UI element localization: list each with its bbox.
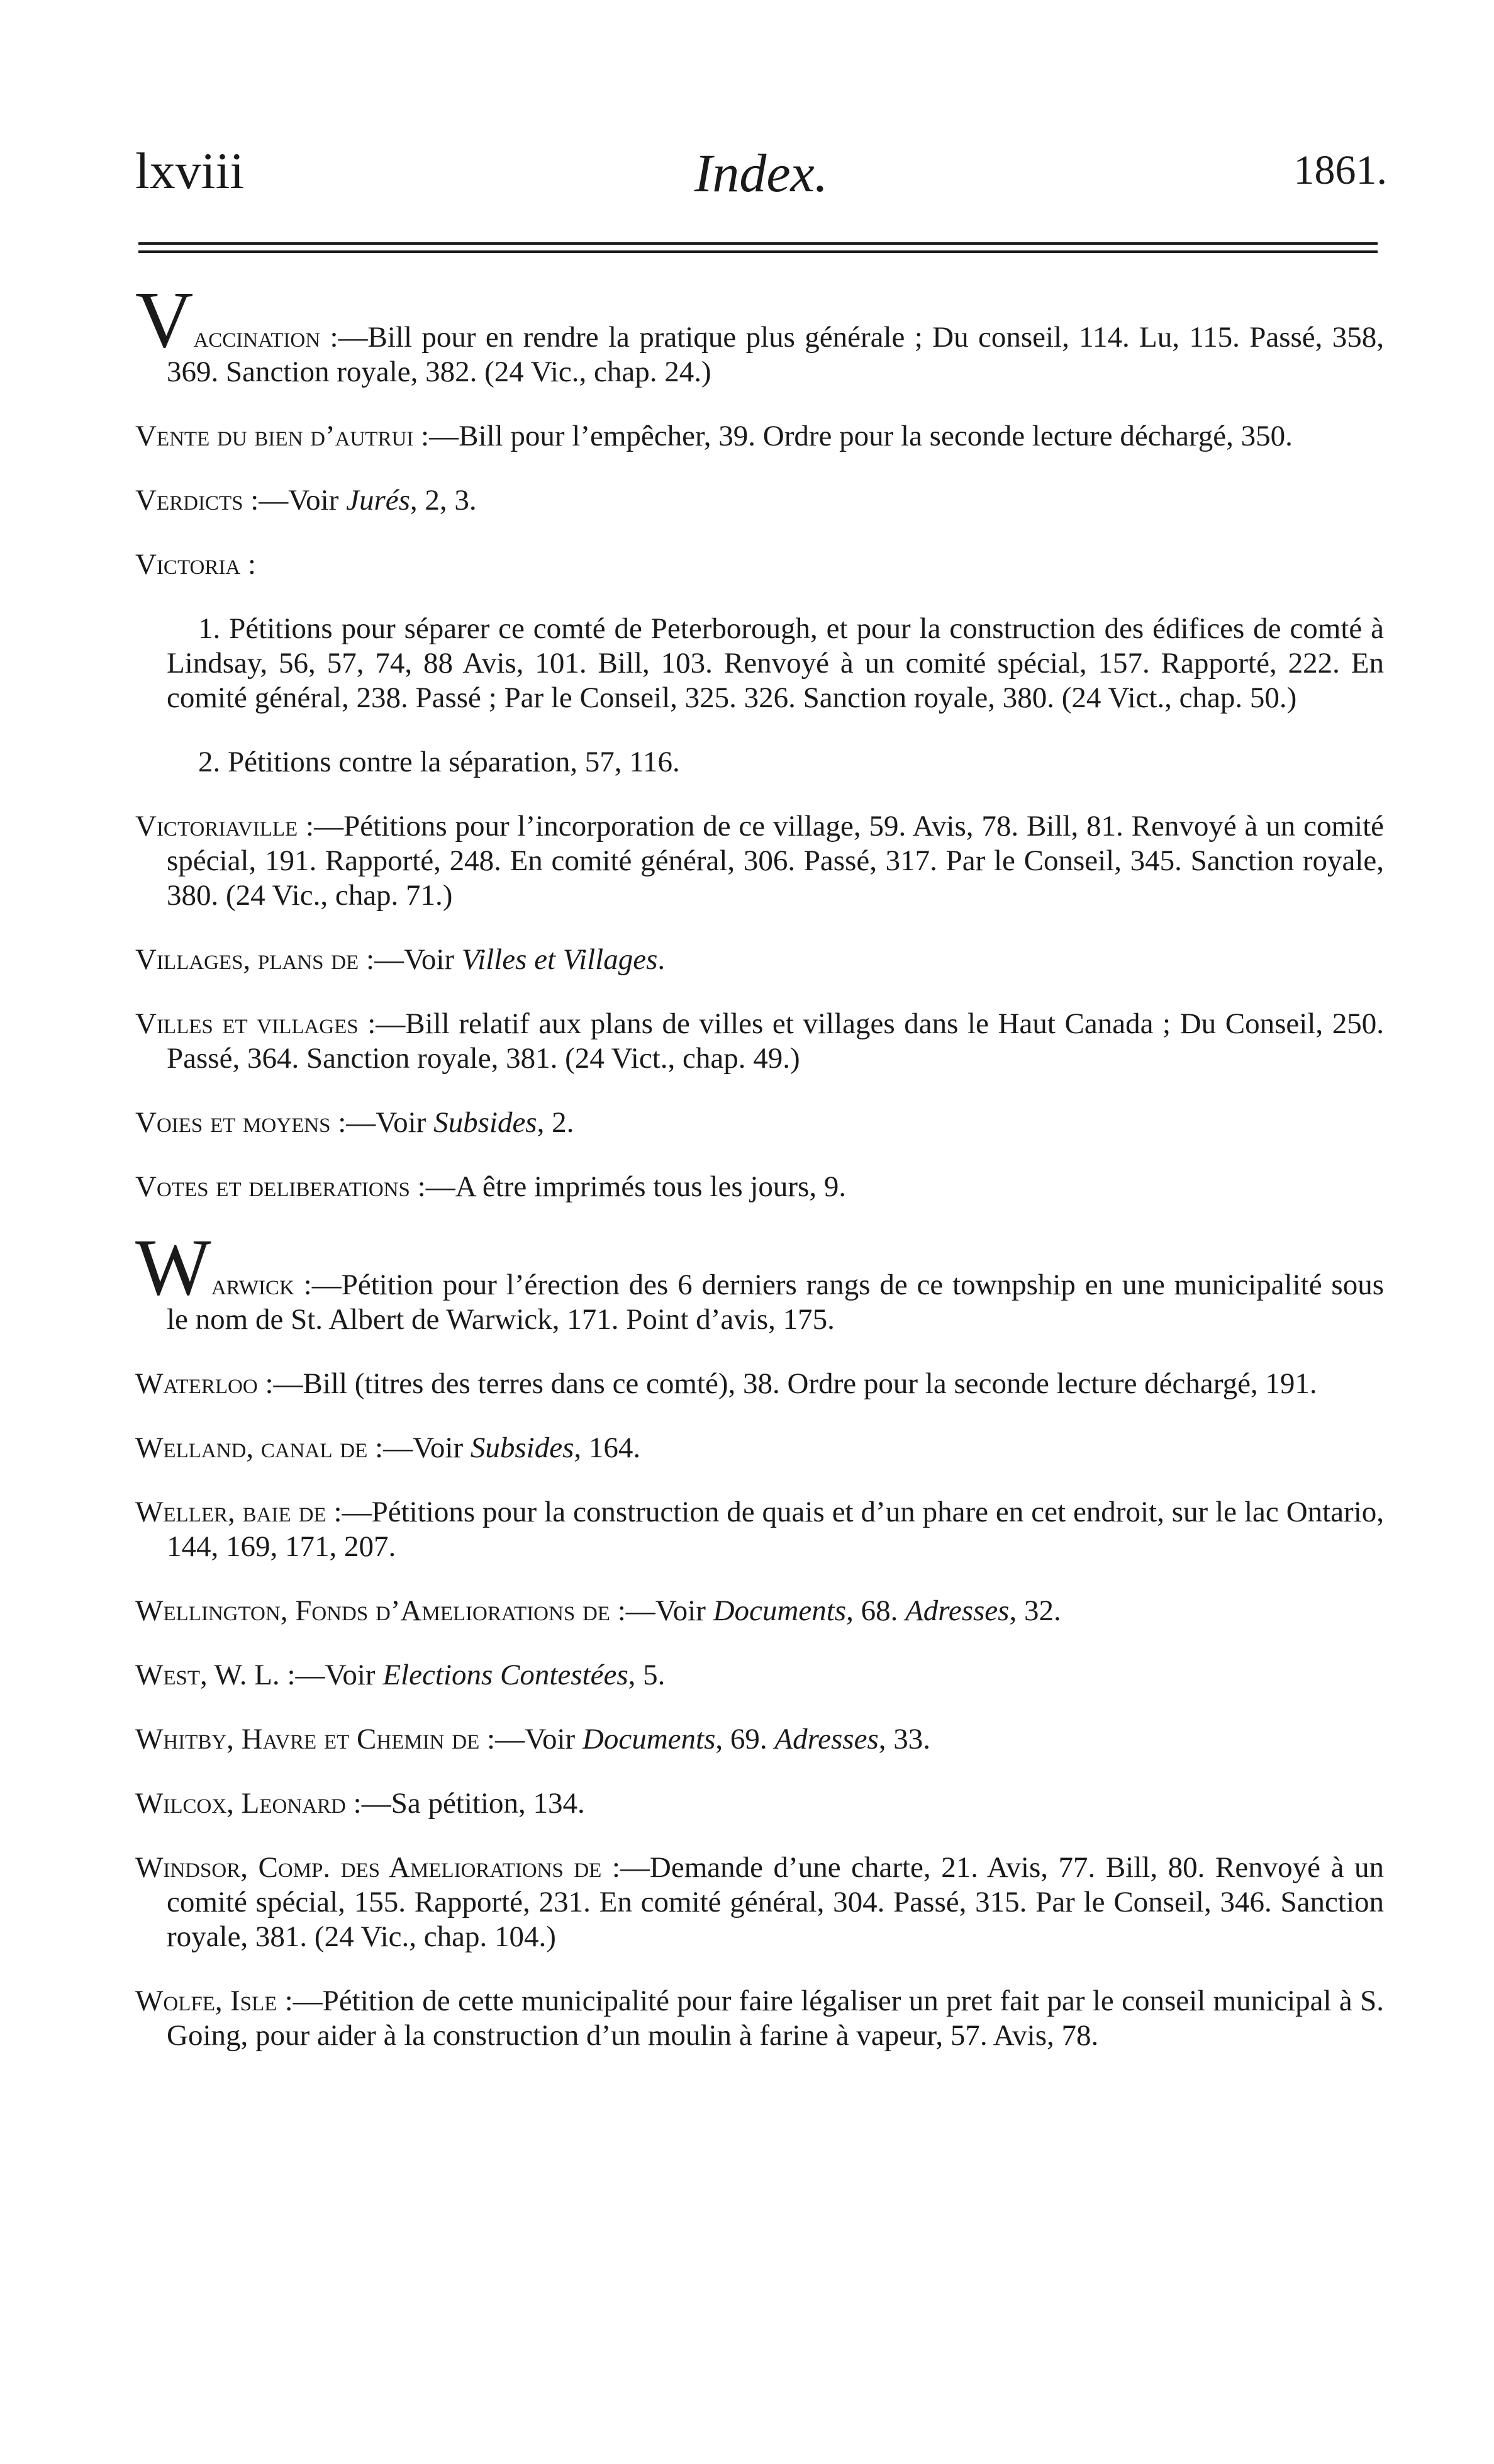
entry-text: :—Voir: [479, 1723, 583, 1756]
entry-tail-2: , 32.: [1009, 1594, 1061, 1627]
header-rule-bottom: [138, 250, 1378, 253]
entry-text: :—Voir: [610, 1594, 713, 1627]
index-entry-victoria: [135, 547, 1384, 582]
entry-text: :—Pétitions pour l’incorporation de ce village, 59. Avis, 78. Bill, 81. Renvoyé à un comité spécial, 191. Rapporté, 248. En comité général, 306. Passé, 317. Par le Conseil, 345. Sanction royale, 380. (24 Vic., chap. 71.): [167, 810, 1384, 912]
entry-tail: , 68.: [846, 1594, 906, 1627]
index-entry-votes: [135, 1170, 1384, 1204]
entry-text: :—Bill relatif aux plans de villes et villages dans le Haut Canada ; Du Conseil, 250. Passé, 364. Sanction royale, 381. (24 Vict., chap. 49.): [167, 1007, 1384, 1075]
index-entry-verdicts: [135, 483, 1384, 518]
index-entry-victoriaville: [135, 809, 1384, 913]
entry-head: Waterloo: [135, 1367, 258, 1400]
entry-reference-2: Adresses: [774, 1723, 879, 1756]
entry-head: Wellington, Fonds d’Ameliorations de: [135, 1594, 610, 1627]
entry-text: :—A être imprimés tous les jours, 9.: [410, 1170, 847, 1203]
page-number: lxviii: [135, 142, 245, 199]
index-entry-waterloo: [135, 1367, 1384, 1401]
entry-reference: Documents: [713, 1594, 847, 1627]
entry-text: :—Bill pour l’empêcher, 39. Ordre pour la seconde lecture déchargé, 350.: [413, 420, 1293, 452]
index-entry-warwick: [135, 1223, 1384, 1337]
entry-reference: Elections Contestées: [382, 1659, 628, 1691]
index-entry-villages-plans: [135, 943, 1384, 977]
entry-text: :—Voir: [367, 1431, 471, 1464]
index-entry-voies-moyens: [135, 1106, 1384, 1140]
entry-reference-2: Adresses: [905, 1594, 1010, 1627]
index-content: [135, 275, 1385, 2078]
entry-head: Villes et villages: [135, 1007, 359, 1040]
index-entry-windsor: [135, 1851, 1384, 1954]
entry-tail: , 69.: [715, 1723, 775, 1756]
entry-head: Wilcox, Leonard: [135, 1787, 346, 1820]
entry-head: Weller, baie de: [135, 1496, 326, 1528]
index-entry-west: [135, 1658, 1384, 1693]
entry-tail: , 164.: [574, 1431, 641, 1464]
entry-head: Victoriaville: [135, 810, 298, 843]
entry-head: accination: [193, 321, 321, 354]
entry-head: Vente du bien d’autrui: [135, 420, 414, 452]
entry-text: :—Pétition de cette municipalité pour faire légaliser un pret fait par le conseil municipal à S. Going, pour aider à la construction d’un moulin à farine à vapeur, 57. Avis, 78.: [167, 1985, 1384, 2052]
entry-text: :—Pétition pour l’érection des 6 derniers rangs de ce townpship en une municipalité sous le nom de St. Albert de Warwick, 171. Point d’avis, 175.: [167, 1268, 1384, 1336]
page-header: [135, 142, 1387, 217]
victoria-subentries: [167, 612, 1384, 780]
entry-head: Whitby, Havre et Chemin de: [135, 1723, 480, 1756]
index-entry-welland: [135, 1431, 1384, 1465]
entry-head: Welland, canal de: [135, 1431, 368, 1464]
entry-reference: Villes et Villages: [461, 943, 658, 976]
index-entry-villes-villages: [135, 1007, 1384, 1076]
entry-tail-2: , 33.: [878, 1723, 930, 1756]
entry-text: :—Demande d’une charte, 21. Avis, 77. Bill, 80. Renvoyé à un comité spécial, 155. Rapporté, 231. En comité général, 304. Passé, 315. Par le Conseil, 346. Sanction royale, 381. (24 Vic., chap. 104.): [167, 1851, 1385, 1953]
entry-reference: Subsides: [470, 1431, 574, 1464]
victoria-subentry-1: 1. Pétitions pour séparer ce comté de Peterborough, et pour la construction des édifices de comté à Lindsay, 56, 57, 74, 88 Avis, 101. Bill, 103. Renvoyé à un comité spécial, 157. Rapporté, 222. En comité général, 238. Passé ; Par le Conseil, 325. 326. Sanction royale, 380. (24 Vict., chap. 50.): [167, 612, 1384, 714]
entry-text: :: [240, 548, 256, 581]
index-entry-vente: [135, 419, 1384, 454]
entry-tail: .: [657, 943, 666, 976]
index-entry-vaccination: [135, 275, 1384, 389]
index-entry-wellington: [135, 1594, 1384, 1628]
entry-head: Windsor, Comp. des Ameliorations de: [135, 1851, 602, 1884]
page-year: 1861.: [1293, 147, 1387, 193]
entry-head: Votes et deliberations: [135, 1170, 410, 1203]
entry-text: :—Sa pétition, 134.: [345, 1787, 585, 1820]
entry-head: Victoria: [135, 548, 241, 581]
drop-cap: V: [135, 275, 194, 364]
entry-tail: , 2, 3.: [410, 484, 477, 517]
index-entry-wilcox: [135, 1786, 1384, 1821]
entry-text: :—Bill (titres des terres dans ce comté), 38. Ordre pour la seconde lecture déchargé, 191.: [257, 1367, 1317, 1400]
entry-reference: Documents: [582, 1723, 716, 1756]
index-entry-whitby: [135, 1722, 1384, 1757]
entry-reference: Subsides: [433, 1106, 537, 1139]
entry-tail: , 2.: [537, 1106, 574, 1139]
header-rule-top: [138, 242, 1378, 245]
entry-text: :—Voir: [359, 943, 462, 976]
page-title: Index.: [694, 143, 828, 203]
entry-head: West, W. L.: [135, 1659, 280, 1691]
index-entry-weller: [135, 1495, 1384, 1564]
entry-head: Villages, plans de: [135, 943, 359, 976]
entry-text: :—Voir: [330, 1106, 434, 1139]
entry-text: :—Voir: [279, 1659, 383, 1691]
entry-text: :—Bill pour en rendre la pratique plus générale ; Du conseil, 114. Lu, 115. Passé, 358, 369. Sanction royale, 382. (24 Vic., chap. 24.): [167, 321, 1384, 388]
drop-cap: W: [135, 1223, 211, 1312]
entry-reference: Jurés: [346, 484, 410, 517]
entry-tail: , 5.: [628, 1659, 666, 1691]
entry-text: :—Pétitions pour la construction de quais et d’un phare en cet endroit, sur le lac Ontario, 144, 169, 171, 207.: [167, 1496, 1385, 1563]
entry-head: Verdicts: [135, 484, 243, 517]
entry-head: arwick: [211, 1268, 294, 1301]
entry-text: :—Voir: [243, 484, 347, 517]
entry-head: Voies et moyens: [135, 1106, 331, 1139]
index-entry-wolfe: [135, 1984, 1384, 2053]
victoria-subentry-2: 2. Pétitions contre la séparation, 57, 116.: [198, 746, 680, 778]
entry-head: Wolfe, Isle: [135, 1985, 277, 2017]
